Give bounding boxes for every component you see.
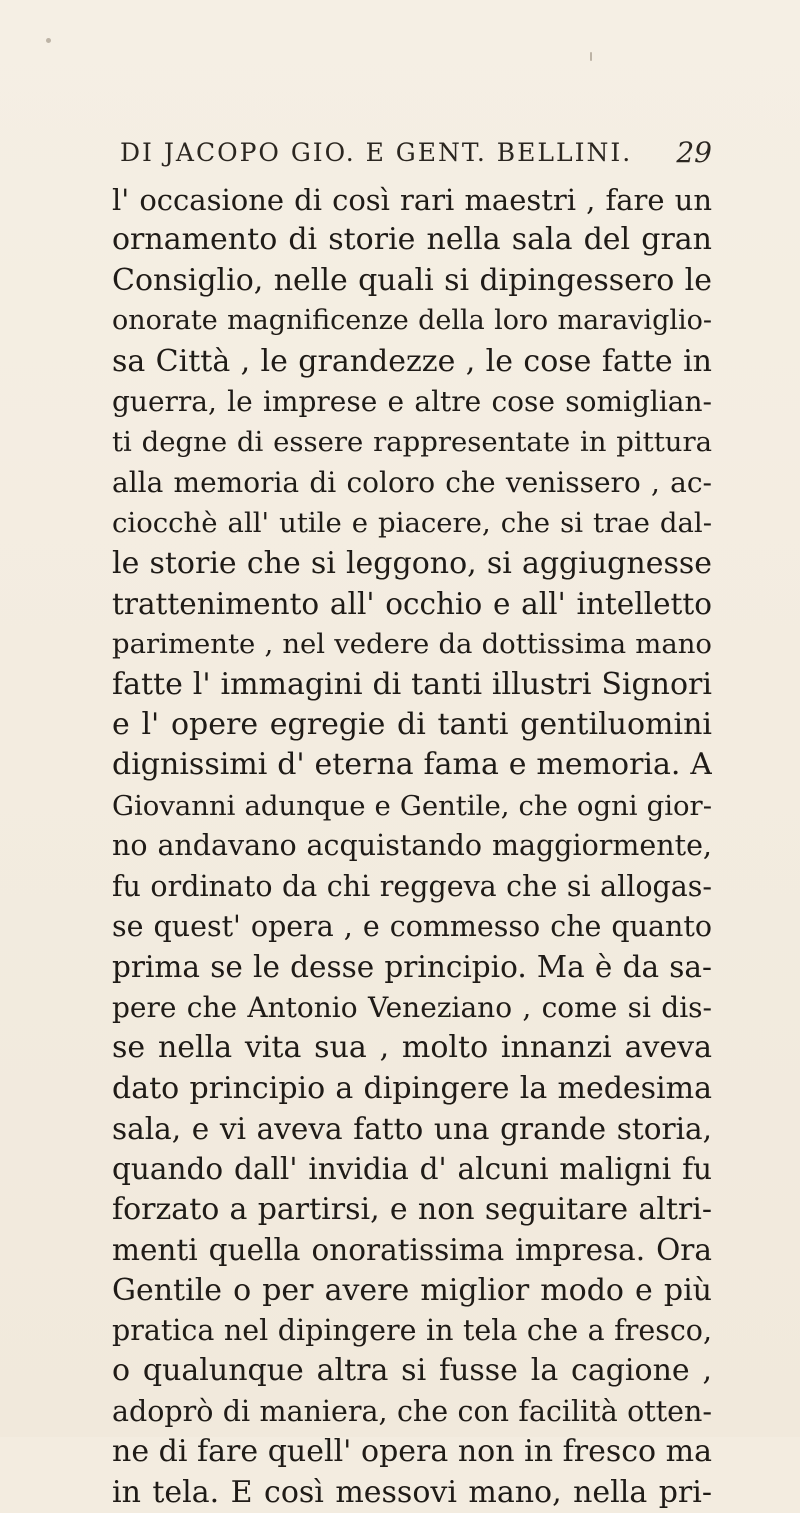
text-line: forzato a partirsi, e non seguitare altri- [112,1191,712,1227]
text-line: no andavano acquistando maggiormente, [112,829,712,863]
text-line: dato principio a dipingere la medesima [112,1070,712,1106]
text-line: se nella vita sua , molto innanzi aveva [112,1030,712,1066]
text-line: quando dall' invidia d' alcuni maligni fu [112,1152,712,1187]
text-line: ciocchè all' utile e piacere, che si trae dal- [112,507,712,540]
text-line: se quest' opera , e commesso che quanto [112,910,712,944]
text-line: l' occasione di così rari maestri , fare un [112,183,712,217]
text-line: prima se le desse principio. Ma è da sa- [112,950,712,985]
text-line: e l' opere egregie di tanti gentiluomini [112,707,712,743]
page-number: 29 [676,136,712,169]
text-line: adoprò di maniera, che con facilità otten- [112,1394,712,1428]
text-line: ti degne di essere rappresentate in pittura [112,426,712,459]
text-line: in tela. E così messovi mano, nella pri- [112,1474,712,1510]
text-line: Gentile o per avere miglior modo e più [112,1272,712,1308]
text-line: onorate magnificenze della loro maraviglio- [112,305,712,337]
text-line: pratica nel dipingere in tela che a fresco, [112,1313,712,1347]
paper-speck [46,38,51,43]
text-line: fatte l' immagini di tanti illustri Signori [112,666,712,702]
text-line: Giovanni adunque e Gentile, che ogni gior- [112,789,712,822]
text-line: ornamento di storie nella sala del gran [112,222,712,258]
text-line: sala, e vi aveva fatto una grande storia, [112,1111,712,1146]
text-line: pere che Antonio Veneziano , come si dis- [112,990,712,1024]
text-line: ne di fare quell' opera non in fresco ma [112,1434,712,1470]
body-text [112,180,712,1513]
text-line: menti quella onoratissima impresa. Ora [112,1233,712,1268]
text-line: guerra, le imprese e altre cose somiglian- [112,384,712,418]
text-line: Consiglio, nelle quali si dipingessero le [112,262,712,298]
paper-speck [590,52,592,61]
text-line: alla memoria di coloro che venissero , ac- [112,465,712,499]
text-line: le storie che si leggono, si aggiugnesse [112,545,712,581]
text-line: dignissimi d' eterna fama e memoria. A [112,747,712,783]
text-line: sa Città , le grandezze , le cose fatte in [112,343,712,379]
text-line: trattenimento all' occhio e all' intelletto [112,586,712,621]
text-line: fu ordinato da chi reggeva che si allogas- [112,869,712,903]
text-line: o qualunque altra si fusse la cagione , [112,1353,712,1389]
running-title: DI JACOPO GIO. E GENT. BELLINI. [120,138,633,167]
text-line: parimente , nel vedere da dottissima mano [112,628,712,661]
